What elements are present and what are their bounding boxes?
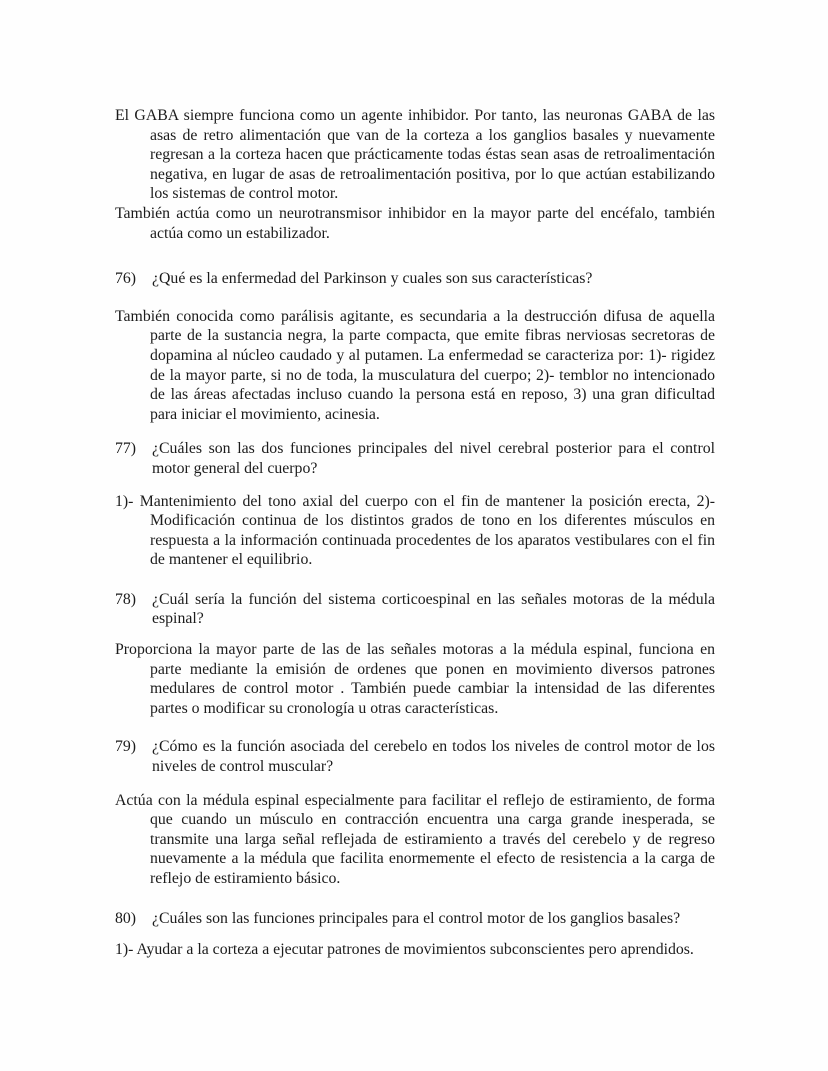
question-76-text: ¿Qué es la enfermedad del Parkinson y cuales son sus características? — [152, 270, 593, 288]
question-78 — [115, 590, 715, 629]
question-76 — [115, 269, 715, 289]
intro-paragraph-gaba: El GABA siempre funciona como un agente inhibidor. Por tanto, las neuronas GABA de las asas de retro alimentación que van de la corteza a los ganglios basales y nuevamente regresan a la corteza hacen que prácticamente todas éstas sean asas de retroalimentación negativa, en lugar de asas de retroalimentación positiva, por lo que actúan estabilizando los sistemas de control motor. — [115, 107, 715, 203]
answer-77: 1)- Mantenimiento del tono axial del cuerpo con el fin de mantener la posición erecta, 2)- Modificación continua de los distintos grados de tono en los diferentes músculos en respuesta a la información continuada procedentes de los aparatos vestibulares con el fin de mantener el equilibrio. — [115, 492, 715, 569]
intro-paragraph-stabilizer: También actúa como un neurotransmisor inhibidor en la mayor parte del encéfalo, también actúa como un estabilizador. — [115, 204, 715, 242]
question-77 — [115, 439, 715, 478]
answer-79: Actúa con la médula espinal especialmente para facilitar el reflejo de estiramiento, de forma que cuando un músculo en contracción encuentra una carga grande inesperada, se transmite una larga señal reflejada de estiramiento a través del cerebelo y de regreso nuevamente a la médula que facilita enormemente el efecto de resistencia a la carga de reflejo de estiramiento básico. — [115, 791, 715, 887]
question-78-text: ¿Cuál sería la función del sistema corticoespinal en las señales motoras de la médula espinal? — [152, 590, 715, 628]
answer-78: Proporciona la mayor parte de las de las señales motoras a la médula espinal, funciona en parte mediante la emisión de ordenes que ponen en movimiento diversos patrones medulares de control motor . También puede cambiar la intensidad de las diferentes partes o modificar su cronología u otras características. — [115, 641, 715, 717]
answer-80: 1)- Ayudar a la corteza a ejecutar patrones de movimientos subconscientes pero aprendidos. — [115, 941, 694, 959]
answer-76: También conocida como parálisis agitante, es secundaria a la destrucción difusa de aquella parte de la sustancia negra, la parte compacta, que emite fibras nerviosas secretoras de dopamina al núcleo caudado y al putamen. La enfermedad se caracteriza por: 1)- rigidez de la mayor parte, si no de toda, la musculatura del cuerpo; 2)- temblor no intencionado de las áreas afectadas incluso cuando la persona está en reposo, 3) una gran dificultad para iniciar el movimiento, acinesia. — [115, 307, 715, 423]
question-80 — [115, 909, 715, 929]
question-80-number: 80) — [115, 909, 137, 927]
question-79 — [115, 737, 715, 776]
question-76-number: 76) — [115, 270, 137, 288]
question-77-number: 77) — [115, 440, 137, 458]
question-79-number: 79) — [115, 738, 137, 756]
question-78-number: 78) — [115, 590, 137, 608]
page-content — [115, 106, 715, 960]
question-79-text: ¿Cómo es la función asociada del cerebelo en todos los niveles de control motor de los niveles de control muscular? — [152, 738, 715, 776]
question-77-text: ¿Cuáles son las dos funciones principales del nivel cerebral posterior para el control motor general del cuerpo? — [152, 440, 715, 477]
question-80-text: ¿Cuáles son las funciones principales para el control motor de los ganglios basales? — [152, 909, 681, 927]
